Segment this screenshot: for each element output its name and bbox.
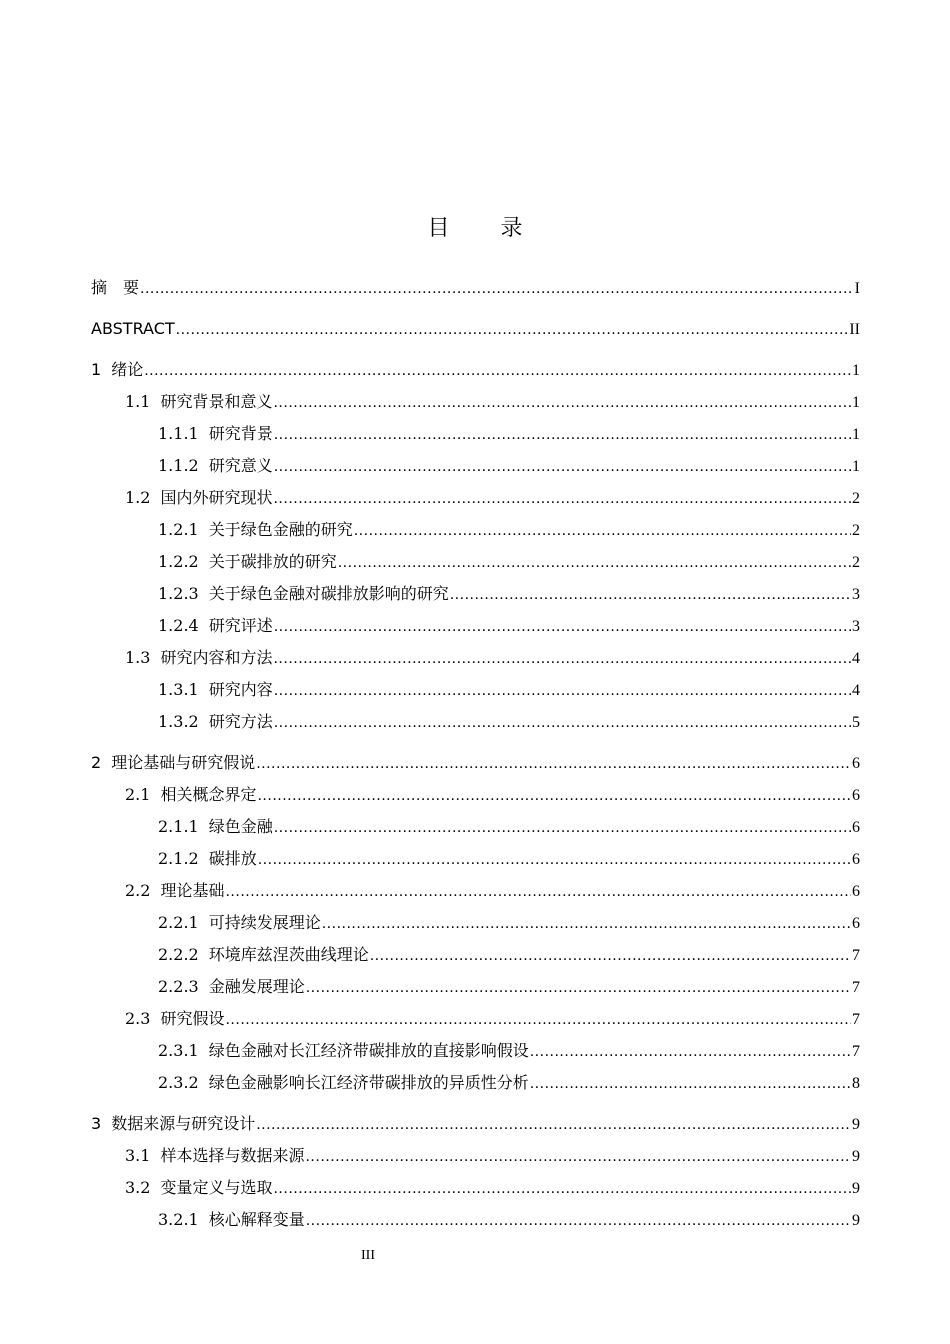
toc-entry-page: 6 [852, 819, 860, 836]
dot-leader [305, 1141, 851, 1173]
toc-entry[interactable] [91, 1140, 860, 1172]
toc-entry-page: I [854, 280, 860, 297]
toc-entry-label: 关于绿色金融对碳排放影响的研究 [208, 584, 449, 603]
dot-leader [225, 1004, 851, 1036]
toc-entry-label: 研究方法 [208, 712, 273, 731]
toc-entry-number: 1.3.1 [158, 680, 199, 699]
toc-entry[interactable] [91, 610, 860, 642]
toc-entry-page: 2 [852, 522, 860, 539]
toc-entry-label: 绿色金融 [208, 817, 273, 836]
toc-entry-page: 6 [852, 787, 860, 804]
toc-entry-page: 5 [852, 714, 860, 731]
toc-entry-label: 研究意义 [208, 456, 273, 475]
toc-entry[interactable] [91, 514, 860, 546]
toc-entry[interactable] [91, 1003, 860, 1035]
toc-entry-number: 1.1.1 [158, 424, 199, 443]
toc-entry-page: 7 [852, 1043, 860, 1060]
toc-entry-number: 2 [91, 753, 102, 772]
toc-entry[interactable] [91, 313, 860, 345]
toc-entry-number: 1.2.2 [158, 552, 199, 571]
toc-entry[interactable] [91, 578, 860, 610]
table-of-contents [91, 272, 860, 1236]
dot-leader [274, 707, 851, 739]
toc-entry-number: 1 [91, 360, 102, 379]
dot-leader [273, 1173, 851, 1205]
dot-leader [274, 675, 851, 707]
toc-entry[interactable] [91, 418, 860, 450]
toc-entry-page: 6 [852, 883, 860, 900]
dot-leader [176, 314, 849, 346]
toc-entry-number: 2.3.1 [158, 1041, 199, 1060]
toc-entry[interactable] [91, 482, 860, 514]
toc-entry[interactable] [91, 354, 860, 386]
dot-leader [140, 273, 854, 305]
dot-leader [354, 515, 851, 547]
dot-leader [273, 387, 851, 419]
toc-entry[interactable] [91, 1035, 860, 1067]
toc-entry-label: 研究假设 [160, 1009, 225, 1028]
dot-leader [273, 483, 851, 515]
toc-entry-label: 数据来源与研究设计 [111, 1114, 256, 1133]
toc-entry[interactable] [91, 875, 860, 907]
toc-entry-label: 研究背景 [208, 424, 273, 443]
toc-entry-number: 2.2.3 [158, 977, 199, 996]
toc-entry-number: 2.2.2 [158, 945, 199, 964]
toc-entry-label: 关于绿色金融的研究 [208, 520, 353, 539]
toc-entry-number: 1.3 [125, 648, 151, 667]
toc-entry-number: 1.2 [125, 488, 151, 507]
toc-entry[interactable] [91, 939, 860, 971]
toc-entry-label: 变量定义与选取 [160, 1178, 273, 1197]
dot-leader [273, 643, 851, 675]
toc-entry-number: 1.2.1 [158, 520, 199, 539]
toc-entry[interactable] [91, 1172, 860, 1204]
toc-entry-page: 6 [852, 755, 860, 772]
toc-entry-page: 9 [852, 1212, 860, 1229]
toc-entry-label: 碳排放 [208, 849, 257, 868]
dot-leader [338, 547, 851, 579]
dot-leader [530, 1036, 851, 1068]
toc-entry-page: 4 [852, 682, 860, 699]
toc-entry[interactable] [91, 971, 860, 1003]
toc-entry-label: 绪论 [111, 360, 144, 379]
toc-entry-number: 1.1.2 [158, 456, 199, 475]
toc-entry[interactable] [91, 706, 860, 738]
toc-entry-label: ABSTRACT [91, 319, 175, 338]
toc-entry-number: 1.2.3 [158, 584, 199, 603]
toc-entry-number: 2.1.2 [158, 849, 199, 868]
toc-entry-label: 研究内容 [208, 680, 273, 699]
toc-entry-label: 摘 要 [91, 278, 140, 297]
toc-entry-page: 2 [852, 554, 860, 571]
toc-entry-label: 环境库兹涅茨曲线理论 [208, 945, 369, 964]
toc-entry[interactable] [91, 779, 860, 811]
dot-leader [450, 579, 851, 611]
toc-entry[interactable] [91, 272, 860, 304]
toc-entry-page: 9 [852, 1116, 860, 1133]
dot-leader [256, 1109, 851, 1141]
toc-entry-number: 1.1 [125, 392, 151, 411]
toc-entry-number: 1.3.2 [158, 712, 199, 731]
dot-leader [274, 451, 851, 483]
toc-entry-number: 3 [91, 1114, 102, 1133]
toc-entry-label: 相关概念界定 [160, 785, 257, 804]
toc-entry[interactable] [91, 907, 860, 939]
dot-leader [258, 844, 851, 876]
toc-entry-label: 理论基础 [160, 881, 225, 900]
toc-entry[interactable] [91, 843, 860, 875]
toc-entry-number: 2.2 [125, 881, 151, 900]
toc-entry-label: 研究背景和意义 [160, 392, 273, 411]
toc-entry[interactable] [91, 1067, 860, 1099]
toc-entry-number: 2.3 [125, 1009, 151, 1028]
dot-leader [274, 419, 851, 451]
toc-entry-label: 核心解释变量 [208, 1210, 305, 1229]
toc-entry-page: 3 [852, 618, 860, 635]
toc-entry-number: 2.3.2 [158, 1073, 199, 1092]
toc-entry[interactable] [91, 386, 860, 418]
toc-entry-page: 9 [852, 1148, 860, 1165]
toc-entry-number: 3.2.1 [158, 1210, 199, 1229]
toc-entry-label: 可持续发展理论 [208, 913, 321, 932]
toc-entry-label: 绿色金融对长江经济带碳排放的直接影响假设 [208, 1041, 529, 1060]
dot-leader [306, 1205, 851, 1237]
dot-leader [306, 972, 851, 1004]
toc-entry[interactable] [91, 642, 860, 674]
toc-entry[interactable] [91, 811, 860, 843]
dot-leader [322, 908, 851, 940]
toc-entry-page: 2 [852, 490, 860, 507]
toc-entry-page: 4 [852, 650, 860, 667]
toc-entry-page: 7 [852, 979, 860, 996]
toc-entry-page: 6 [852, 851, 860, 868]
toc-entry-number: 2.2.1 [158, 913, 199, 932]
toc-entry-number: 2.1 [125, 785, 151, 804]
dot-leader [144, 355, 851, 387]
toc-entry-number: 3.2 [125, 1178, 151, 1197]
toc-entry[interactable] [91, 1204, 860, 1236]
toc-title: 目 录 [427, 216, 545, 241]
toc-entry[interactable] [91, 747, 860, 779]
dot-leader [225, 876, 851, 908]
dot-leader [274, 611, 851, 643]
toc-entry-label: 绿色金融影响长江经济带碳排放的异质性分析 [208, 1073, 529, 1092]
toc-entry-page: 8 [852, 1075, 860, 1092]
toc-entry-page: 7 [852, 947, 860, 964]
toc-entry-page: 1 [852, 362, 860, 379]
toc-entry-label: 金融发展理论 [208, 977, 305, 996]
toc-entry-page: II [849, 321, 860, 338]
toc-entry-label: 样本选择与数据来源 [160, 1146, 305, 1165]
page-number: III [361, 1248, 375, 1263]
toc-entry-label: 研究内容和方法 [160, 648, 273, 667]
dot-leader [530, 1068, 851, 1100]
dot-leader [256, 748, 851, 780]
toc-entry-page: 3 [852, 586, 860, 603]
toc-entry-page: 7 [852, 1011, 860, 1028]
toc-entry-number: 3.1 [125, 1146, 151, 1165]
toc-entry-page: 1 [852, 394, 860, 411]
toc-entry-number: 1.2.4 [158, 616, 199, 635]
toc-entry[interactable] [91, 450, 860, 482]
toc-entry-page: 1 [852, 426, 860, 443]
toc-entry-label: 关于碳排放的研究 [208, 552, 337, 571]
toc-entry-label: 研究评述 [208, 616, 273, 635]
toc-entry-label: 理论基础与研究假说 [111, 753, 256, 772]
toc-entry[interactable] [91, 546, 860, 578]
toc-entry-label: 国内外研究现状 [160, 488, 273, 507]
dot-leader [274, 812, 851, 844]
toc-entry[interactable] [91, 674, 860, 706]
toc-entry-page: 6 [852, 915, 860, 932]
dot-leader [257, 780, 851, 812]
dot-leader [370, 940, 851, 972]
toc-entry[interactable] [91, 1108, 860, 1140]
toc-entry-number: 2.1.1 [158, 817, 199, 836]
toc-entry-page: 1 [852, 458, 860, 475]
toc-entry-page: 9 [852, 1180, 860, 1197]
